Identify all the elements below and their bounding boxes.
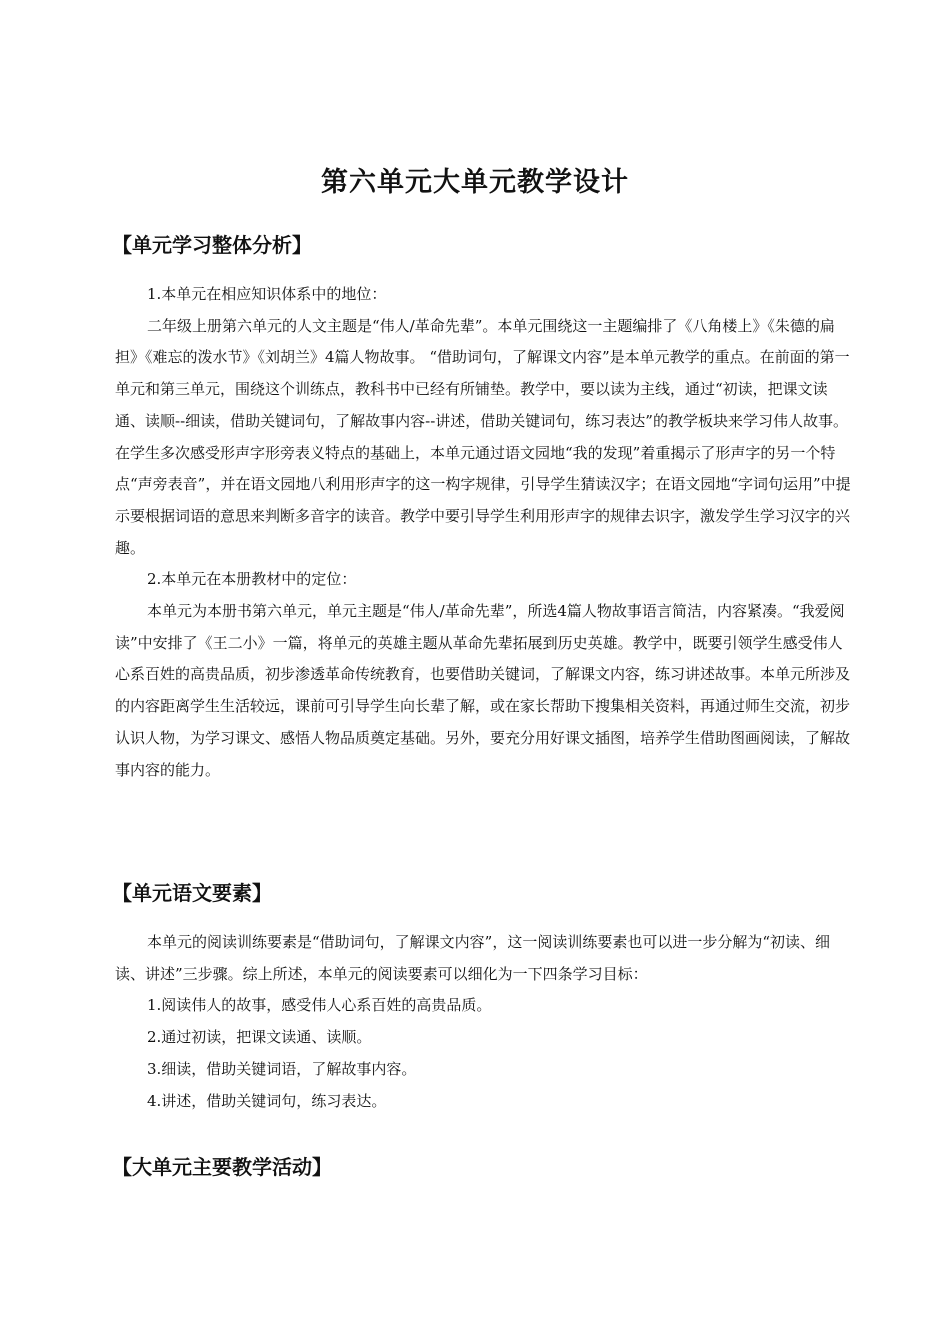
analysis-item1-label: 1.本单元在相应知识体系中的地位： [147, 285, 387, 303]
section-heading-activities: 【大单元主要教学活动】 [112, 1155, 332, 1179]
elements-intro: 本单元的阅读训练要素是“借助词句，了解课文内容”，这一阅读训练要素也可以进一步分解为“初读、细读、讲述”三步骤。综上所述，本单元的阅读要素可以细化为一下四条学习目标： [115, 933, 831, 983]
section-heading-elements: 【单元语文要素】 [112, 881, 272, 905]
analysis-block [115, 279, 857, 786]
elements-block [115, 927, 857, 1117]
analysis-item2-body: 本单元为本册书第六单元，单元主题是“伟人/革命先辈”，所选4篇人物故事语言简洁，内容紧凑。“我爱阅读”中安排了《王二小》一篇，将单元的英雄主题从革命先辈拓展到历史英雄。教学中，既要引领学生感受伟人心系百姓的高贵品质，初步渗透革命传统教育，也要借助关键词，了解课文内容，练习讲述故事。本单元所涉及的内容距离学生生活较远，课前可引导学生向长辈了解，或在家长帮助下搜集相关资料，再通过师生交流，初步认识人物，为学习课文、感悟人物品质奠定基础。另外，要充分用好课文插图，培养学生借助图画阅读，了解故事内容的能力。 [115, 602, 851, 779]
goal-item: 3.细读，借助关键词语，了解故事内容。 [147, 1059, 417, 1078]
goal-item: 2.通过初读，把课文读通、读顺。 [147, 1028, 372, 1047]
document-title: 第六单元大单元教学设计 [321, 167, 629, 198]
analysis-item1-body: 二年级上册第六单元的人文主题是“伟人/革命先辈”。本单元围绕这一主题编排了《八角楼上》《朱德的扁担》《难忘的泼水节》《刘胡兰》4篇人物故事。 “借助词句，了解课文内容”是本单元教学的重点。在前面的第一单元和第三单元，围绕这个训练点，教科书中已经有所铺垫。教学中，要以读为主线，通过“初读，把课文读通、读顺--细读，借助关键词句，了解故事内容--讲述，借助关键词句，练习表达”的教学板块来学习伟人故事。在学生多次感受形声字形旁表义特点的基础上，本单元通过语文园地“我的发现”着重揭示了形声字的另一个特点“声旁表音”，并在语文园地八利用形声字的这一构字规律，引导学生猜读汉字；在语文园地“字词句运用”中提示要根据词语的意思来判断多音字的读音。教学中要引导学生利用形声字的规律去识字，激发学生学习汉字的兴趣。 [115, 316, 851, 557]
goal-item: 1.阅读伟人的故事，感受伟人心系百姓的高贵品质。 [147, 996, 492, 1015]
goal-item: 4.讲述，借助关键词句，练习表达。 [147, 1091, 387, 1110]
analysis-item2-label: 2.本单元在本册教材中的定位： [147, 570, 357, 589]
section-heading-analysis: 【单元学习整体分析】 [112, 233, 312, 257]
